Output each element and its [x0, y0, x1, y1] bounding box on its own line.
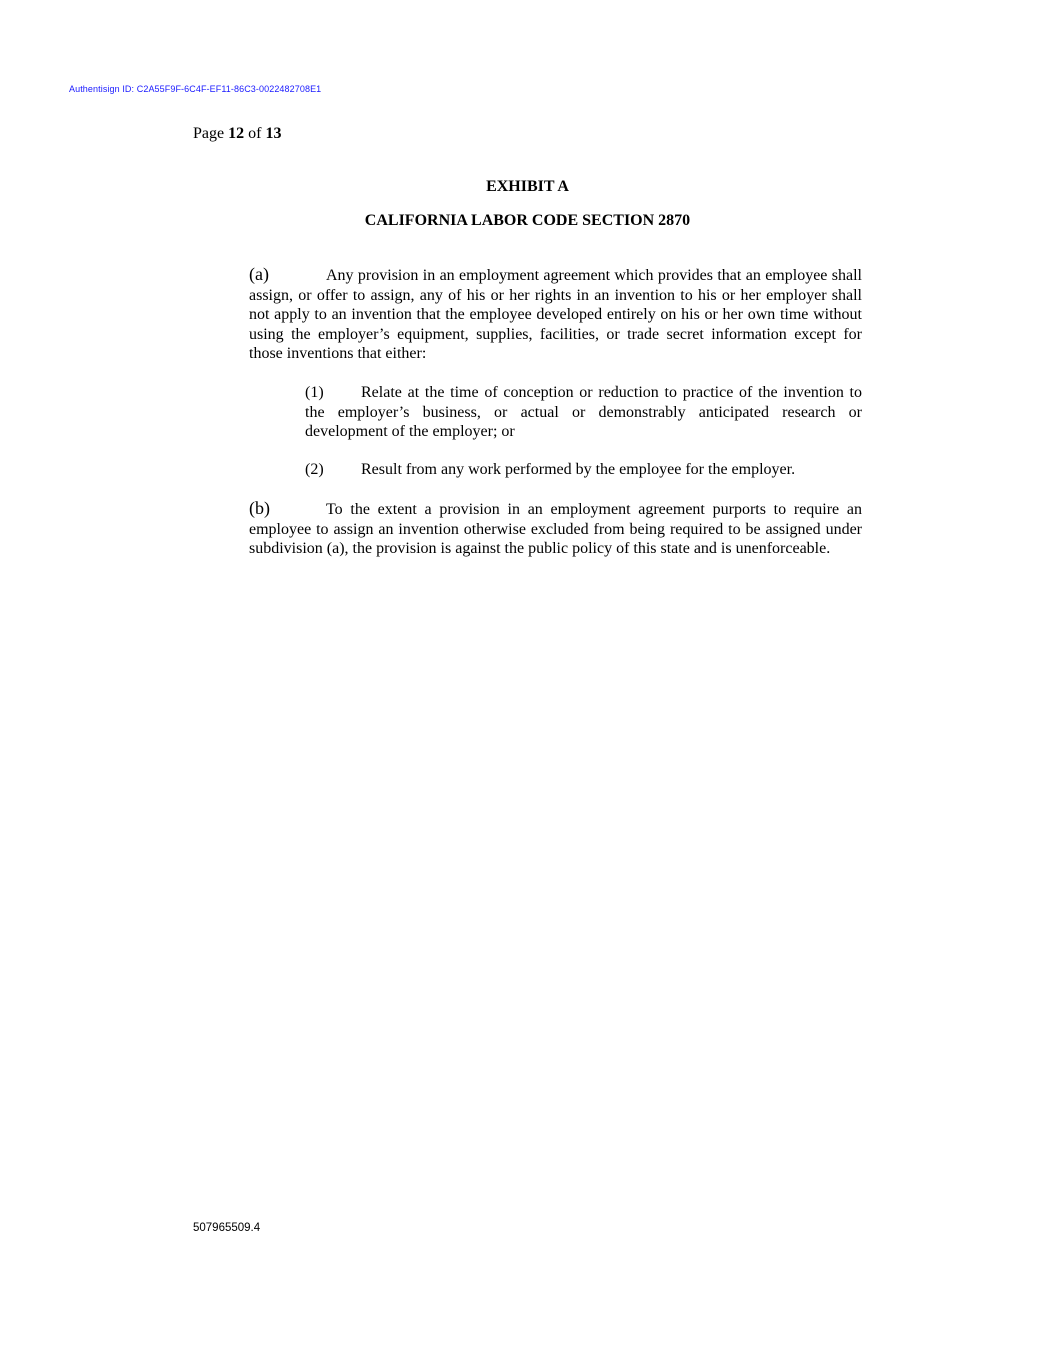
paragraph-b-text: To the extent a provision in an employment agreement purports to require an employee to assign an invention otherwise excluded from being required to be assigned under subdivision (a), the provision is against the public policy of this state and is unenforceable.	[249, 501, 862, 557]
paragraph-b-marker: (b)	[249, 498, 270, 518]
exhibit-title: EXHIBIT A	[486, 178, 569, 195]
paragraph-b	[249, 499, 862, 559]
list-item	[305, 460, 862, 480]
paragraph-a	[249, 265, 862, 364]
paragraph-a-text: Any provision in an employment agreement which provides that an employee shall assign, or offer to assign, any of his or her rights in an invention to his or her employer shall not apply to an invention that the employee developed entirely on his or her own time without using the employer’s equipment, supplies, facilities, or trade secret information except for those inventions that either:	[249, 267, 862, 362]
page-of: of	[248, 125, 262, 142]
page-total: 13	[265, 125, 282, 142]
authentisign-id: Authentisign ID: C2A55F9F-6C4F-EF11-86C3-0022482708E1	[69, 84, 322, 94]
section-title: CALIFORNIA LABOR CODE SECTION 2870	[364, 212, 691, 229]
list-item-marker: (2)	[305, 461, 324, 478]
list-item-text: Relate at the time of conception or reduction to practice of the invention to the employer’s business, or actual or demonstrably anticipated research or development of the employer; or	[305, 384, 862, 440]
list-item-marker: (1)	[305, 384, 324, 401]
list-item	[305, 383, 862, 442]
document-number: 507965509.4	[193, 1222, 261, 1234]
list-item-text: Result from any work performed by the employee for the employer.	[361, 461, 796, 478]
paragraph-a-marker: (a)	[249, 264, 269, 284]
page-current: 12	[228, 125, 245, 142]
page-label: Page	[193, 125, 225, 142]
page-number	[193, 125, 281, 143]
